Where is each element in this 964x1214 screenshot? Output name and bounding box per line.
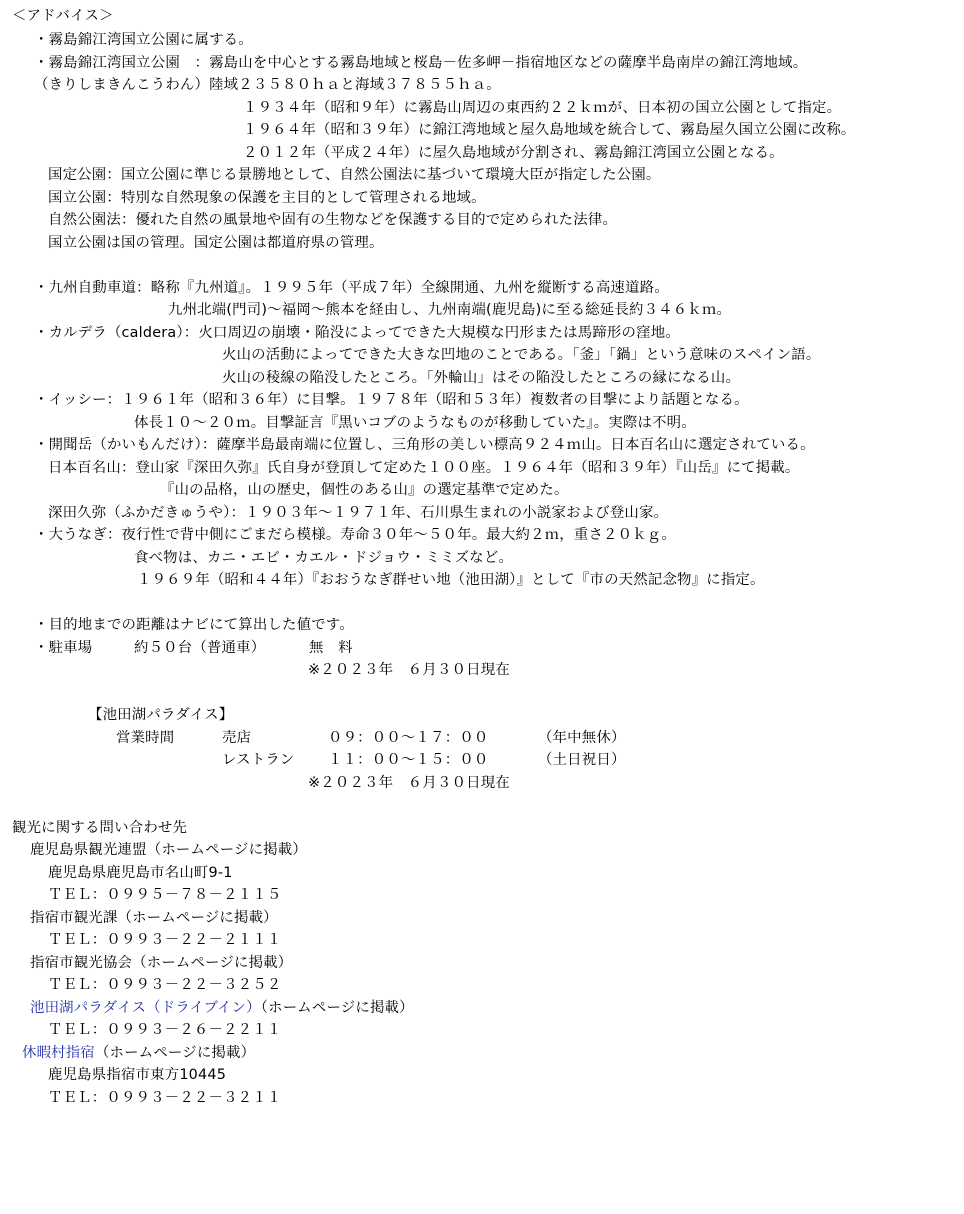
park-history-2012: ２０１２年（平成２４年）に屋久島地域が分割され、霧島錦江湾国立公園となる。 bbox=[243, 145, 784, 161]
contact-kagoshima-tourism-federation bbox=[30, 839, 307, 861]
ikedako-as-of-date: ※２０２３年 ６月３０日現在 bbox=[308, 775, 510, 791]
contact-tel: ＴＥＬ：０９９３－２２－２１１１ bbox=[48, 932, 282, 948]
eel-line-2: 食べ物は、カニ・エビ・カエル・ドジョウ・ミミズなど。 bbox=[134, 550, 514, 566]
hyakumeizan-definition: 日本百名山：登山家『深田久弥』氏自身が登頂して定めた１００座。１９６４年（昭和３９年）『山岳』にて掲載。 bbox=[48, 460, 800, 476]
shop-label: 売店 bbox=[222, 730, 252, 746]
national-park-definition: 国立公園：特別な自然現象の保護を主目的として管理される地域。 bbox=[48, 190, 486, 206]
issie-line-1: ・イッシー：１９６１年（昭和３６年）に目撃。１９７８年（昭和５３年）複数者の目撃により話題となる。 bbox=[34, 392, 749, 408]
park-history-1934: １９３４年（昭和９年）に霧島山周辺の東西約２２ｋｍが、日本初の国立公園として指定。 bbox=[243, 100, 842, 116]
contacts-heading: 観光に関する問い合わせ先 bbox=[12, 820, 188, 836]
shop-note: （年中無休） bbox=[538, 730, 626, 746]
ikedako-paradise-link[interactable]: 池田湖パラダイス（ドライブイン） bbox=[30, 1000, 261, 1016]
kaimondake-line-1: ・開聞岳（かいもんだけ）：薩摩半島最南端に位置し、三角形の美しい標高９２４ｍ山。日本百名山に選定されている。 bbox=[34, 437, 815, 453]
contact-ikedako-paradise bbox=[30, 997, 414, 1019]
contact-name: 指宿市観光協会 bbox=[30, 955, 133, 971]
contact-kyukamura-ibusuki bbox=[22, 1042, 255, 1064]
contact-note: （ホームページに掲載） bbox=[117, 910, 278, 926]
parking-as-of-date: ※２０２３年 ６月３０日現在 bbox=[308, 662, 510, 678]
park-bullet-2: ・霧島錦江湾国立公園 ：霧島山を中心とする霧島地域と桜島－佐多岬－指宿地区などの薩摩半島南岸の錦江湾地域。 bbox=[34, 55, 808, 71]
contact-tel: ＴＥＬ：０９９３－２２－３２１１ bbox=[48, 1090, 282, 1106]
quasi-national-park-definition: 国定公園：国立公園に準じる景勝地として、自然公園法に基づいて環境大臣が指定した公園。 bbox=[48, 167, 661, 183]
contact-tel: ＴＥＬ：０９９３－２２－３２５２ bbox=[48, 977, 282, 993]
contact-name: 鹿児島県観光連盟 bbox=[30, 842, 147, 858]
contact-ibusuki-tourism-division bbox=[30, 907, 278, 929]
parking-label: ・駐車場 bbox=[34, 640, 93, 656]
restaurant-label: レストラン bbox=[222, 752, 295, 768]
fukada-kyuya-note: 深田久弥（ふかだきゅうや）：１９０３年～１９７１年、石川県生まれの小説家および登山家。 bbox=[48, 505, 669, 521]
distance-note: ・目的地までの距離はナビにて算出した値です。 bbox=[34, 617, 354, 633]
contact-address: 鹿児島県指宿市東方10445 bbox=[48, 1067, 227, 1083]
shop-hours: ０９：００～１７：００ bbox=[328, 730, 489, 746]
parking-capacity: 約５０台（普通車） bbox=[134, 640, 266, 656]
restaurant-note: （土日祝日） bbox=[538, 752, 626, 768]
contact-note: （ホームページに掲載） bbox=[146, 842, 307, 858]
park-reading-and-area: （きりしまきんこうわん）陸域２３５８０ｈａと海域３７８５５ｈａ。 bbox=[34, 77, 501, 93]
business-hours-label: 営業時間 bbox=[116, 730, 175, 746]
hyakumeizan-criteria: 『山の品格，山の歴史，個性のある山』の選定基準で定めた。 bbox=[160, 482, 569, 498]
caldera-line-3: 火山の稜線の陥没したところ。「外輪山」はその陥没したところの縁になる山。 bbox=[222, 370, 741, 386]
caldera-line-2: 火山の活動によってできた大きな凹地のことである。「釜」「鍋」という意味のスペイン語。 bbox=[222, 347, 821, 363]
park-bullet-1: ・霧島錦江湾国立公園に属する。 bbox=[34, 32, 253, 48]
restaurant-hours: １１：００～１５：００ bbox=[328, 752, 489, 768]
caldera-line-1: ・カルデラ（caldera）：火口周辺の崩壊・陥没によってできた大規模な円形または馬蹄形の窪地。 bbox=[34, 325, 680, 341]
expressway-line-1: ・九州自動車道：略称『九州道』。１９９５年（平成７年）全線開通、九州を縦断する高速道路。 bbox=[34, 280, 669, 296]
ikedako-paradise-title: 【池田湖パラダイス】 bbox=[88, 707, 234, 723]
contact-tel: ＴＥＬ：０９９３－２６－２２１１ bbox=[48, 1022, 282, 1038]
park-management-note: 国立公園は国の管理。国定公園は都道府県の管理。 bbox=[48, 235, 384, 251]
contact-name: 指宿市観光課 bbox=[30, 910, 118, 926]
issie-line-2: 体長１０～２０ｍ。目撃証言『黒いコブのようなものが移動していた』。実際は不明。 bbox=[134, 415, 696, 431]
eel-line-1: ・大うなぎ：夜行性で背中側にごまだら模様。寿命３０年～５０年。最大約２ｍ，重さ２０ｋｇ。 bbox=[34, 527, 676, 543]
contact-ibusuki-tourism-association bbox=[30, 952, 292, 974]
parking-fee: 無 料 bbox=[309, 640, 353, 656]
contact-note: （ホームページに掲載） bbox=[132, 955, 293, 971]
contact-note: （ホームページに掲載） bbox=[260, 1000, 414, 1016]
advice-heading: ＜アドバイス＞ bbox=[12, 8, 114, 24]
kyukamura-ibusuki-link[interactable]: 休暇村指宿 bbox=[22, 1045, 95, 1061]
park-history-1964: １９６４年（昭和３９年）に錦江湾地域と屋久島地域を統合して、霧島屋久国立公園に改称。 bbox=[243, 122, 856, 138]
natural-parks-law-definition: 自然公園法：優れた自然の風景地や固有の生物などを保護する目的で定められた法律。 bbox=[48, 212, 618, 228]
expressway-line-2: 九州北端(門司)～福岡～熊本を経由し、九州南端(鹿児島)に至る総延長約３４６ｋｍ。 bbox=[168, 302, 732, 318]
contact-note: （ホームページに掲載） bbox=[94, 1045, 256, 1061]
contact-address: 鹿児島県鹿児島市名山町9-1 bbox=[48, 865, 233, 881]
contact-tel: ＴＥＬ：０９９５－７８－２１１５ bbox=[48, 887, 282, 903]
eel-line-3: １９６９年（昭和４４年）『おおうなぎ群せい地（池田湖）』として『市の天然記念物』に指定。 bbox=[137, 572, 765, 588]
